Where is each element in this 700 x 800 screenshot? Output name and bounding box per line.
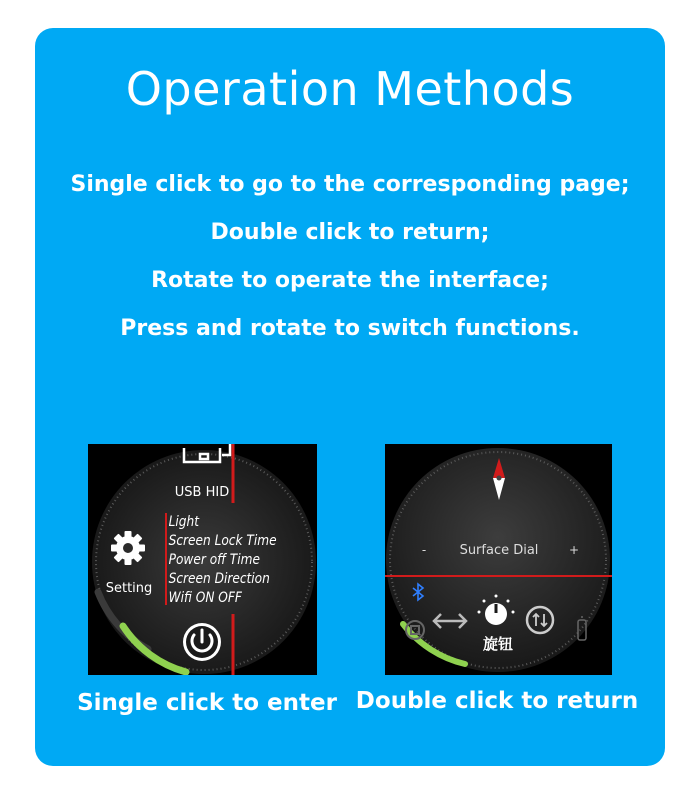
instruction-line-3: Rotate to operate the interface; <box>151 268 549 293</box>
setting-label: Setting <box>105 581 153 596</box>
gear-icon[interactable] <box>111 531 145 565</box>
usb-hid-label: USB HID <box>174 485 230 500</box>
power-icon[interactable] <box>183 623 221 661</box>
menu-item-light[interactable]: Light <box>168 514 200 531</box>
menu-item-screen-direction[interactable]: Screen Direction <box>168 571 270 588</box>
surface-dial-label: Surface Dial <box>459 543 539 558</box>
menu-item-wifi-on-off[interactable]: Wifi ON OFF <box>168 590 242 607</box>
instruction-line-4: Press and rotate to switch functions. <box>120 316 580 341</box>
plus-label[interactable]: + <box>568 543 580 557</box>
knob-label: 旋钮 <box>482 635 514 653</box>
page-title: Operation Methods <box>125 62 575 116</box>
left-caption: Single click to enter <box>77 690 337 716</box>
instruction-line-1: Single click to go to the corresponding page; <box>70 172 630 197</box>
instruction-line-2: Double click to return; <box>210 220 490 245</box>
settings-screen <box>88 444 317 675</box>
menu-item-screen-lock-time[interactable]: Screen Lock Time <box>168 533 277 550</box>
dial-screen <box>385 444 612 675</box>
menu-item-power-off-time[interactable]: Power off Time <box>168 552 260 569</box>
right-caption: Double click to return <box>355 688 639 714</box>
minus-label[interactable]: - <box>421 543 427 557</box>
